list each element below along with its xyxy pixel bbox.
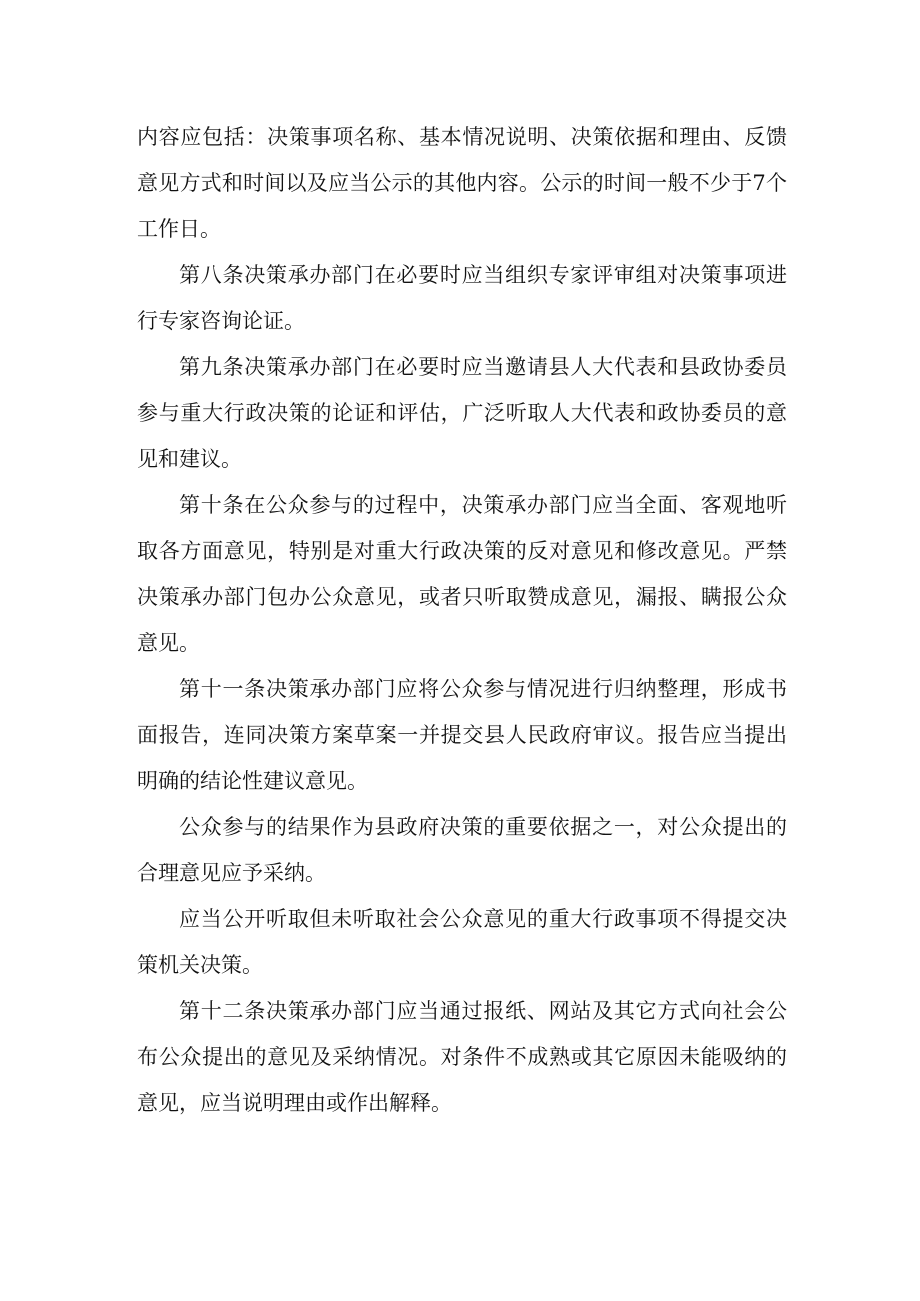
- paragraph-article-12: 第十二条决策承办部门应当通过报纸、网站及其它方式向社会公布公众提出的意见及采纳情况。对条件不成熟或其它原因未能吸纳的意见，应当说明理由或作出解释。: [137, 999, 787, 1115]
- paragraph-article-11: 第十一条决策承办部门应将公众参与情况进行归纳整理，形成书面报告，连同决策方案草案一并提交县人民政府审议。报告应当提出明确的结论性建议意见。: [137, 677, 787, 793]
- document-body: [137, 114, 787, 1126]
- paragraph-article-11-part-2: 公众参与的结果作为县政府决策的重要依据之一，对公众提出的合理意见应予采纳。: [137, 815, 787, 885]
- paragraph-article-10: 第十条在公众参与的过程中，决策承办部门应当全面、客观地听取各方面意见，特别是对重大行政决策的反对意见和修改意见。严禁决策承办部门包办公众意见，或者只听取赞成意见，漏报、瞒报公众意见。: [137, 493, 787, 655]
- paragraph-article-8: 第八条决策承办部门在必要时应当组织专家评审组对决策事项进行专家咨询论证。: [137, 263, 787, 333]
- paragraph-article-9: 第九条决策承办部门在必要时应当邀请县人大代表和县政协委员参与重大行政决策的论证和评估，广泛听取人大代表和政协委员的意见和建议。: [137, 355, 787, 471]
- paragraph-1: 内容应包括：决策事项名称、基本情况说明、决策依据和理由、反馈意见方式和时间以及应当公示的其他内容。公示的时间一般不少于7个工作日。: [137, 125, 787, 241]
- paragraph-article-11-part-3: 应当公开听取但未听取社会公众意见的重大行政事项不得提交决策机关决策。: [137, 907, 787, 977]
